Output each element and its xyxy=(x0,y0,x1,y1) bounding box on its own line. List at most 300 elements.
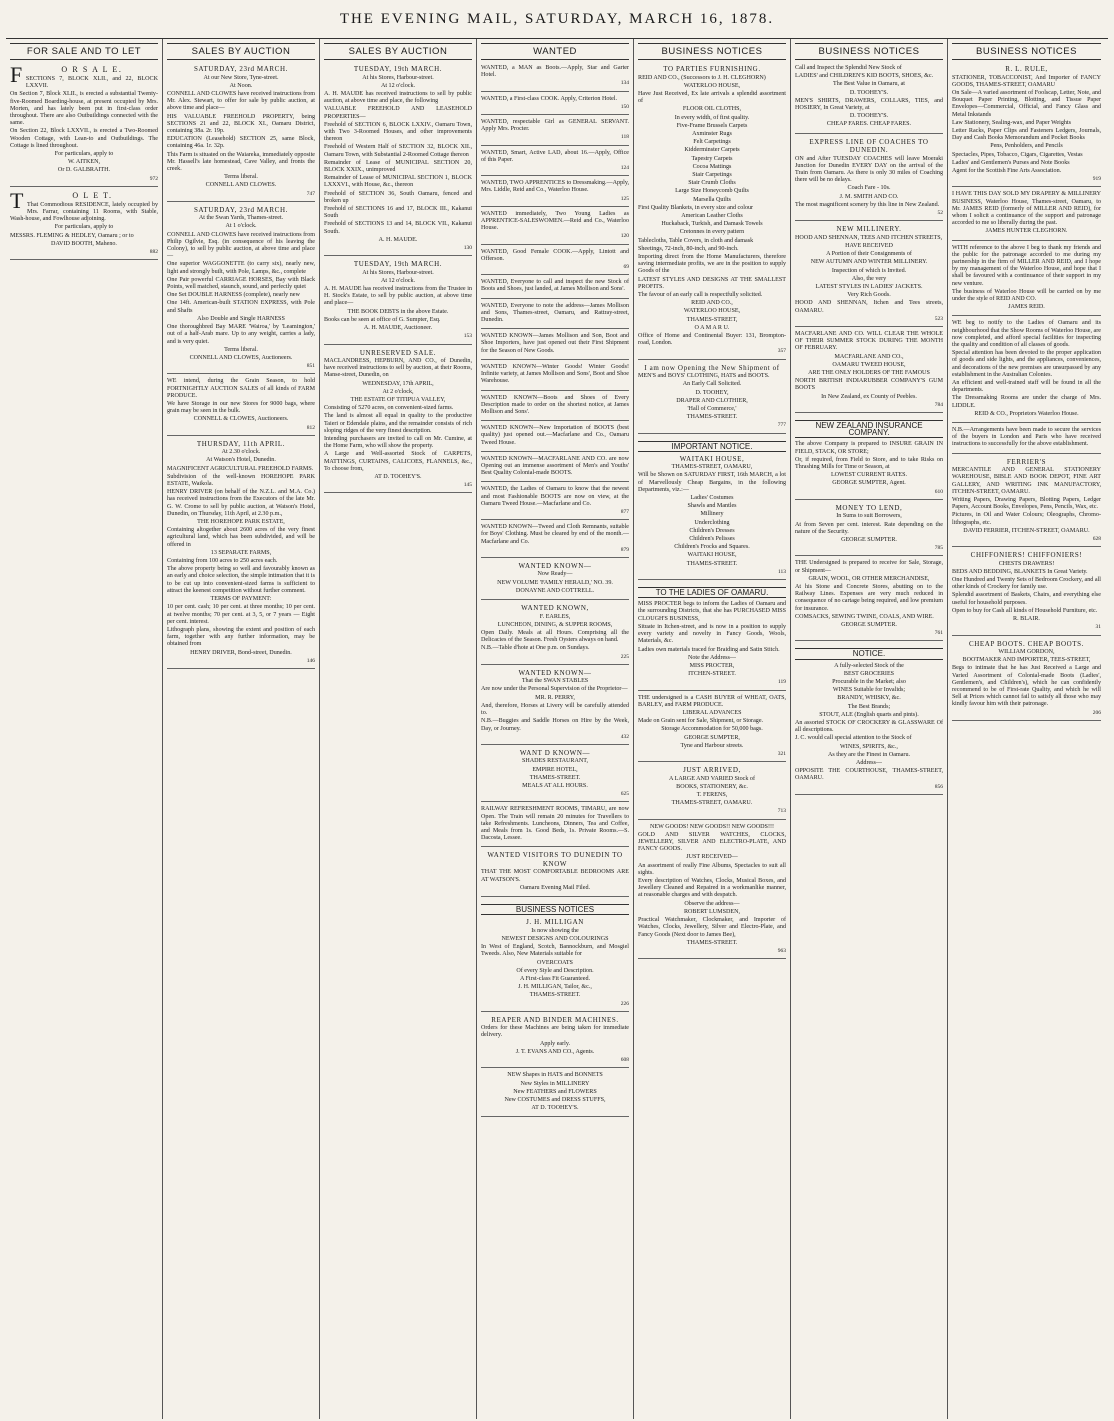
ad-text: WANTED, Everyone to note the address—James Mollison and Sons, Thames-street, Oamaru, and Rattray-street, Dunedin. xyxy=(481,302,629,324)
advertisement xyxy=(167,376,315,435)
ad-text: A. H. MAUDE has received instructions to sell by public auction, at above time and place, the following xyxy=(324,90,472,105)
advertisement xyxy=(952,456,1101,548)
column-heading: SALES BY AUCTION xyxy=(167,43,315,60)
advertisement xyxy=(795,136,943,222)
ad-text: MAGNIFICENT AGRICULTURAL FREEHOLD FARMS. xyxy=(167,465,314,472)
ad-text: Ladies' Costumes xyxy=(690,495,734,502)
ad-text: Writing Papers, Drawing Papers, Blotting Papers, Ledger Papers, Account Books, Envelopes, Pens, Pencils, Wax, etc. xyxy=(952,496,1101,511)
ad-text: 10 per cent. cash; 10 per cent. at three months; 10 per cent. at twelve months; 70 per cent. at 3, 5, or 7 years — Eight per cent. interest. xyxy=(167,604,315,625)
ad-text: Millinery xyxy=(700,511,724,518)
advertisement xyxy=(481,484,629,520)
ad-text: The Dressmaking Rooms are under the charge of Mrs. LIDDLE. xyxy=(952,395,1101,409)
ad-text: Begs to intimate that he has Just Received a Large and Varied Assortment of Colonial-made Boots (Ladies', Gentlemen's, and Children's), which he can confidently recommend to be of First-rate Quality, and which he will Sell at Prices which cannot fail to satisfy all those who may kindly favour him with their patronage. xyxy=(952,665,1101,708)
ad-text: Stair Crumb Cloths xyxy=(688,180,736,187)
ad-text: At from Seven per cent. interest. Rate depending on the nature of the Security. xyxy=(795,521,943,535)
advertisement xyxy=(638,822,786,959)
advertisement xyxy=(481,849,629,897)
section-subheading: NEW ZEALAND INSURANCE COMPANY. xyxy=(795,420,943,438)
ad-text: The Best Value in Oamaru, at xyxy=(833,81,905,88)
ad-text: Every description of Watches, Clocks, Musical Boxes, and Jewellery Cleaned and Repaired in a workmanlike manner, at reasonable charges and with despatch. xyxy=(638,878,786,899)
ad-text: TERMS OF PAYMENT: xyxy=(210,596,272,603)
ad-text: First Quality Blankets, in every size and colour xyxy=(638,204,754,211)
ad-text: A. H. MAUDE has received instructions from the Trustee in H. Stock's Estate, to sell by public auction, at above time and place— xyxy=(324,286,472,307)
ad-text: OVERCOATS xyxy=(537,959,573,966)
ad-text: CHESTS DRAWERS! xyxy=(998,560,1055,567)
ad-text: LOWEST CURRENT RATES. xyxy=(830,472,908,479)
column-5 xyxy=(634,39,791,1419)
ad-text: REID AND CO., (Successors to J. H. CLEGHORN) xyxy=(638,74,766,81)
ad-text: One superior WAGGONETTE (to carry six), nearly new, light and strongly built, with Pole, Lamps, &c., complete xyxy=(167,261,315,275)
ad-text: The land is almost all equal in quality to the productive Taieri or Edendale plains, and the remainder consists of rich sloping ridges of the very finest description. xyxy=(324,413,472,434)
ad-text: Law Stationery, Sealing-wax, and Paper Weights xyxy=(952,119,1071,126)
ad-text: AT D. TOOHEY'S. xyxy=(531,1105,579,1112)
ad-text: Shawls and Mantles xyxy=(687,503,737,510)
ad-text: WE intend, during the Grain Season, to hold FORTNIGHTLY AUCTION SALES of all kinds of FARM PRODUCE. xyxy=(167,378,315,399)
ad-text: Ladies' and Gentlemen's Purses and Note Books xyxy=(952,159,1070,166)
ad-text: WANTED KNOWN—James Mollison and Son, Boot and Shoe Importers, have just opened out their First Shipment for the Season of New Goods. xyxy=(481,333,629,354)
ad-text: J. T. EVANS AND CO., Agents. xyxy=(515,1048,595,1055)
ad-text: Are now under the Personal Supervision of the Proprietor— xyxy=(481,686,628,693)
ad-text: LATEST STYLES AND DESIGNS AT THE SMALLEST PROFITS. xyxy=(638,276,786,290)
ad-text: In every width, of first quality. xyxy=(674,114,750,121)
ad-text: THAT THE MOST COMFORTABLE BEDROOMS ARE AT WATSON'S. xyxy=(481,869,629,883)
ad-text: Children's Pelisses xyxy=(689,536,735,543)
ad-text: Books can be seen at office of G. Sumpter, Esq. xyxy=(324,316,441,323)
ad-text: In West of England, Scotch, Bannockburn, and Mosgiel Tweeds. Also, New Materials suitable for xyxy=(481,944,629,958)
ad-text: Letter Racks, Paper Clips and Fasteners Ledgers, Journals, Day and Cash Books Memorandum and Pocket Books xyxy=(952,127,1101,142)
ad-text: On Section 7, Block XLII., is erected a substantial Twenty-five-Roomed Boarding-house, at present occupied by Mrs. Morten, and has lately been put in first-class order throughout. There are also Outbuildings connected with the same. xyxy=(10,91,158,127)
advertisement xyxy=(952,549,1101,635)
ad-number: 777 xyxy=(777,422,786,429)
ad-text: I HAVE THIS DAY SOLD MY DRAPERY & MILLINERY BUSINESS, Waterloo House, Thames-street, Oamaru, to Mr. JAMES REID (formerly of MILLER AND REID), for whom I solicit a continuance of the support and patronage accorded to me so liberally during the past. xyxy=(952,191,1101,227)
ad-text: LADIES' and CHILDREN'S KID BOOTS, SHOES, &c. xyxy=(795,73,934,80)
ad-text: Observe the address— xyxy=(684,900,740,907)
ad-text: Ladies own materials traced for Braiding and Satin Stitch. xyxy=(638,646,780,653)
ad-text: NEW AUTUMN AND WINTER MILLINERY. xyxy=(810,259,928,266)
ad-text: RAILWAY REFRESHMENT ROOMS, TIMARU, are now Open. The Train will remain 20 minutes for Travellers to take Refreshments. Luncheons, Dinners, Tea and Coffee, and Meals from 1s. Good Beds, 1s. Private Rooms.—S. Dacosta, Lessee. xyxy=(481,806,629,842)
ad-text: Axminster Rugs xyxy=(692,130,732,137)
ad-number: 877 xyxy=(620,508,629,515)
ad-text: Now Ready— xyxy=(537,571,573,578)
ad-text: A Large and Well-assorted Stock of CARPETS, MATTINGS, CURTAINS, CALICOES, FLANNELS, &c., To choose from, xyxy=(324,451,472,472)
column-1 xyxy=(6,39,163,1419)
ad-text: WINES, SPIRITS, &c., xyxy=(840,743,898,750)
ad-text: MACFARLANE AND CO. WILL CLEAR THE WHOLE OF THEIR SUMMER STOCK DURING THE MONTH OF FEBRUARY. xyxy=(795,330,943,352)
ad-text: LUNCHEON, DINING, & SUPPER ROOMS, xyxy=(497,621,613,628)
ad-text: FLOOR OIL CLOTHS, xyxy=(682,106,742,113)
ad-text: N.B.—Table d'hote at One p.m. on Sundays. xyxy=(481,645,590,652)
ad-text: Terms liberal. xyxy=(224,174,258,181)
ad-text: N.B.—Buggies and Saddle Horses on Hire by the Week, Day, or Journey. xyxy=(481,718,629,732)
ad-text: ARE THE ONLY HOLDERS OF THE FAMOUS xyxy=(808,370,930,376)
advertisement xyxy=(481,362,629,391)
ad-text: WANTED, Good Female COOK.—Apply, Lintott and Offerson. xyxy=(481,248,629,262)
advertisement xyxy=(167,438,315,669)
ad-number: 146 xyxy=(306,657,315,664)
ad-text: Apply early. xyxy=(539,1040,571,1047)
ad-number: 124 xyxy=(620,165,629,172)
ad-text: GEORGE SUMPTER, xyxy=(684,734,740,741)
ad-text: That Commodious RESIDENCE, lately occupied by Mrs. Farrar, containing 11 Rooms, with Stable, Wash-house, and Fowlhouse adjoining. xyxy=(10,201,158,223)
ad-text: WANTED, a MAN as Boots.—Apply, Star and Garter Hotel. xyxy=(481,65,629,79)
advertisement xyxy=(481,667,629,745)
ad-text: A fully-selected Stock of the xyxy=(834,662,904,669)
ad-text: WEDNESDAY, 17th APRIL, xyxy=(362,380,434,387)
ad-text: THE undersigned is a CASH BUYER of WHEAT, OATS, BARLEY, and FARM PRODUCE. xyxy=(638,694,786,708)
ad-text: The above Company is prepared to INSURE GRAIN IN FIELD, STACK, OR STORE; xyxy=(795,441,943,455)
advertisement xyxy=(638,63,786,360)
ad-text: Very Rich Goods. xyxy=(847,292,891,299)
ad-text: American Leather Cloths xyxy=(681,212,743,219)
ad-text: WAITAKI HOUSE, xyxy=(687,552,737,559)
ad-number: 882 xyxy=(149,249,158,256)
ad-text: Remainder of Lease of MUNICIPAL SECTION 20, BLOCK XXIX., unimproved xyxy=(324,159,472,173)
advertisement xyxy=(481,148,629,177)
ad-text: HIS VALUABLE FREEHOLD PROPERTY, being SECTIONS 21 and 22, BLOCK XI., Oamaru District, containing 38a. 2r. 19p. xyxy=(167,113,315,134)
ad-text: Freehold of Western Half of SECTION 32, BLOCK XII., Oamaru Town, with Substantial 2-Roomed Cottage thereon xyxy=(324,144,472,158)
ad-text: One 14ft. American-built STATION EXPRESS, with Pole and Shafts xyxy=(167,300,315,314)
ad-headline-text: O R S A L E. xyxy=(61,65,123,74)
ad-text: A First-class Fit Guaranteed. xyxy=(519,975,591,982)
ad-text: STOUT, ALE (English quarts and pints). xyxy=(819,711,919,718)
ad-text: LIBERAL ADVANCES xyxy=(682,709,742,716)
ad-text: DAVID FERRIER, ITCHEN-STREET, OAMARU. xyxy=(963,527,1090,534)
ad-number: 69 xyxy=(623,264,629,271)
ad-text: LATEST STYLES IN LADIES' JACKETS. xyxy=(815,283,923,290)
columns-container xyxy=(6,39,1108,1419)
ad-text: WANTED KNOWN—New Importation of BOOTS (best quality) just opened out.—Macfarlane and Co., Oamaru Tweed House. xyxy=(481,425,629,446)
advertisement xyxy=(167,204,315,375)
ad-number: 761 xyxy=(934,630,943,637)
ad-text: SECTIONS 7, BLOCK XLII., and 22, BLOCK LXXVII. xyxy=(25,76,158,90)
ad-headline: SATURDAY, 23rd MARCH. xyxy=(194,65,288,73)
ad-text: Remainder of Lease of MUNICIPAL SECTION 1, BLOCK LXXXVI., with House, &c., thereon xyxy=(324,175,472,189)
ad-text: WATERLOO HOUSE, xyxy=(683,308,741,315)
ad-text: J. H. MILLIGAN, Tailor, &c., xyxy=(518,984,592,991)
ad-headline: R. L. RULE, xyxy=(1005,65,1048,73)
ad-text: Storage Accommodation for 50,000 bags. xyxy=(661,726,763,733)
ad-text: Is now showing the xyxy=(531,927,579,934)
ad-text: At Watson's Hotel, Dunedin. xyxy=(206,457,276,464)
ad-text: HOOD AND SHENNAN, TEES AND ITCHEN STREETS, xyxy=(795,234,943,241)
ad-text: BOOKS, STATIONERY, &c. xyxy=(676,783,748,790)
ad-number: 31 xyxy=(1095,624,1101,631)
ad-text: Stair Carpetings xyxy=(692,171,732,178)
ad-number: 812 xyxy=(306,424,315,431)
ad-text: CONNELL AND CLOWES, Auctioneers. xyxy=(189,354,293,361)
ad-text: Pictures, in Oil and Water Colours; Oleographs, Chromo-lithographs, etc. xyxy=(952,512,1101,526)
ad-text: The most magnificent scenery by this line in New Zealand. xyxy=(795,201,940,208)
ad-text: We have Storage in our new Stores for 9000 bags, where grain may be seen in the bulk. xyxy=(167,400,315,415)
ad-text: W. AITKEN, xyxy=(67,159,101,166)
ad-text: As they are the Finest in Oamaru. xyxy=(827,751,911,758)
ad-text: Special attention has been devoted to the proper application of goods and side lights, and the appliances, conveniences, and decorations of the new premises are unsurpassed by any establishment in the Australian Colonies. xyxy=(952,350,1101,378)
ad-text: DRAPER AND CLOTHIER, xyxy=(676,397,748,404)
ad-text: Practical Watchmaker, Clockmaker, and Importer of Watches, Clocks, Jewellery, Silver and Electro-Plate, and Fancy Goods (Next door to James Bee), xyxy=(638,917,786,938)
ad-text: In New Zealand, ex County of Peebles. xyxy=(821,393,917,400)
ad-number: 972 xyxy=(149,175,158,182)
ad-text: Orders for these Machines are being taken for immediate delivery. xyxy=(481,1025,629,1039)
masthead: THE EVENING MAIL, SATURDAY, MARCH 16, 1878. xyxy=(6,0,1108,39)
ad-number: 432 xyxy=(620,733,629,740)
ad-text: THAMES-STREET. xyxy=(529,992,581,999)
ad-text: THAMES-STREET. xyxy=(686,414,738,421)
ad-text: At 12 o'clock. xyxy=(380,277,416,284)
ad-text: A. H. MAUDE. xyxy=(378,236,418,243)
ad-number: 145 xyxy=(463,482,472,489)
ad-text: MR. R. PERRY, xyxy=(535,694,575,701)
ad-text: WANTED, Smart, Active LAD, about 16.—Apply, Office of this Paper. xyxy=(481,149,629,163)
ad-text: MERCANTILE AND GENERAL STATIONERY WAREHOUSE, BIBLE AND BOOK DEPOT, FINE ART GALLERY, AND WRITING INK MANUFACTORY, ITCHEN-STREET, OAMARU. xyxy=(952,467,1101,495)
ad-text: NORTH BRITISH INDIARUBBER COMPANY'S GUM BOOTS xyxy=(795,378,943,392)
advertisement xyxy=(481,522,629,558)
ad-text: Containing altogether about 2600 acres of the very finest agricultural land, which has been subdivided, and will be offered in xyxy=(167,527,315,548)
ad-number: 153 xyxy=(463,333,472,340)
ad-text: Marsella Quilts xyxy=(693,196,731,203)
ad-headline: FERRIER'S xyxy=(1006,457,1047,466)
advertisement xyxy=(952,318,1101,423)
ad-text: Intending purchasers are invited to call on Mr. Cumine, at the Home Farm, who will show the property. xyxy=(324,436,472,450)
ad-number: 851 xyxy=(306,363,315,370)
ad-text: THAMES-STREET. xyxy=(529,774,581,781)
ad-text: Tyne and Harbour streets. xyxy=(680,742,744,749)
ad-headline: THURSDAY, 11th APRIL. xyxy=(196,439,286,448)
ad-text: SHADES RESTAURANT, xyxy=(521,758,589,765)
ad-text: WE beg to notify to the Ladies of Oamaru and its neighbourhood that the Show Rooms of Waterloo House, are now completed, and afford special facilities for inspecting the quality and condition of all classes of goods. xyxy=(952,320,1101,348)
section-subheading: NOTICE. xyxy=(795,648,943,659)
ad-text: On Sale—A varied assortment of Foolscap, Letter, Note, and Bouquet Paper Printing, Blotting, and Tissue Paper Envelopes—Commercial, Official, and Fancy Glass and Metal Inkstands xyxy=(952,89,1101,118)
ad-number: 226 xyxy=(620,1000,629,1007)
ad-text: THE HOREHOPE PARK ESTATE, xyxy=(197,519,285,526)
ad-text: At 2 o'clock, xyxy=(382,388,414,395)
ad-text: MACLANDRESS, HEPBURN, AND CO., of Dunedin, have received instructions to sell by auction, at their Rooms, Manse-street, Dunedin, on xyxy=(324,358,472,379)
ad-text: Open Daily. Meals at all Hours. Comprising all the Delicacies of the Season. Fresh Oysters always on hand. xyxy=(481,629,629,644)
ad-text: An assorted STOCK OF CROCKERY & GLASSWARE Of all descriptions. xyxy=(795,720,943,734)
ad-text: WANTED, the Ladies of Oamaru to know that the newest and most Fashionable BOOTS are now on view, at the Oamaru Tweed House.—Macfarlane and Co. xyxy=(481,486,629,507)
ad-text: Inspection of which is Invited. xyxy=(831,267,907,274)
advertisement xyxy=(795,415,943,500)
ad-text: WANTED KNOWN—MACFARLANE AND CO. are now Opening out an immense assortment of Men's and Youths' Best Quality Colonial-made BOOTS. xyxy=(481,455,629,477)
ad-text: GEORGE SUMPTER. xyxy=(841,621,897,628)
ad-number: 120 xyxy=(620,233,629,240)
ad-text: Will be Shown on SATURDAY FIRST, 16th MARCH, a lot of Marvellously Cheap Bargains, in the following Departments, viz.:— xyxy=(638,472,786,493)
advertisement xyxy=(952,63,1101,187)
ad-text: Also Double and Single HARNESS xyxy=(197,315,285,322)
ad-text: Importing direct from the Home Manufacturers, therefore saving intermediate profits, we are in the position to supply Goods of the xyxy=(638,253,786,275)
advertisement xyxy=(795,329,943,413)
ad-text: JAMES REID. xyxy=(1008,304,1045,311)
ad-headline: MONEY TO LEND, xyxy=(835,503,903,512)
advertisement xyxy=(952,638,1101,721)
advertisement xyxy=(481,94,629,115)
ad-headline: UNRESERVED SALE. xyxy=(359,348,437,357)
ad-text: Subdivision of the well-known HOREHOPE PARK ESTATE, Waikola. xyxy=(167,473,315,488)
ad-number: 879 xyxy=(620,546,629,553)
ad-text: EDUCATION (Leasehold) SECTION 25, same Block, containing 46a. 1r. 32p. xyxy=(167,136,315,150)
advertisement xyxy=(481,117,629,146)
ad-number: 713 xyxy=(777,808,786,815)
ad-text: Have Just Received, Ex late arrivals a splendid assortment of xyxy=(638,90,786,105)
advertisement xyxy=(481,393,629,422)
ad-text: Five-Frame Brussels Carpets xyxy=(676,122,748,129)
ad-text: Children's Frocks and Squares. xyxy=(674,544,750,551)
ad-text: CHEAP FARES. CHEAP FARES. xyxy=(826,121,912,128)
ad-text: Open to buy for Cash all kinds of Household Furniture, etc. xyxy=(952,607,1098,614)
ad-text: At Noon. xyxy=(229,82,253,89)
ad-text: OAMARU TWEED HOUSE, xyxy=(832,361,906,368)
ad-text: Agent for the Scottish Fine Arts Association. xyxy=(952,167,1062,174)
ad-text: At our New Store, Tyne-street. xyxy=(203,74,279,81)
advertisement xyxy=(638,764,786,820)
ad-text: Felt Carpetings xyxy=(693,139,731,146)
advertisement xyxy=(10,63,158,187)
advertisement xyxy=(638,693,786,763)
column-3 xyxy=(320,39,477,1419)
ad-text: The favour of an early call is respectfully solicited. xyxy=(638,291,763,298)
ad-text: On Section 22, Block LXXVII., is erected a Two-Roomed Wooden Cottage, with Lean-to and Outbuildings. The Cottage is lined throughout. xyxy=(10,128,158,149)
ad-text: At his Stores, Harbour-street. xyxy=(362,269,434,276)
ad-number: 206 xyxy=(1092,709,1101,716)
ad-text: GOLD AND SILVER WATCHES, CLOCKS, JEWELLERY, SILVER AND ELECTRO-PLATE, AND FANCY GOODS. xyxy=(638,831,786,853)
ad-number: 357 xyxy=(777,348,786,355)
ad-text: WANTED KNOWN—Tweed and Cloth Remnants, suitable for Boys' Clothing. Must be cleared by end of the month.—Macfarlane and Co. xyxy=(481,524,629,545)
ad-text: The Best Brands; xyxy=(847,703,891,710)
advertisement xyxy=(638,436,786,581)
advertisement xyxy=(795,223,943,327)
advertisement xyxy=(795,502,943,557)
ad-text: For particulars, apply to xyxy=(54,151,114,158)
advertisement xyxy=(795,63,943,134)
advertisement xyxy=(481,209,629,245)
section-subheading: IMPORTANT NOTICE. xyxy=(638,441,786,452)
advertisement xyxy=(324,63,472,256)
ad-number: 523 xyxy=(934,315,943,322)
ad-text: Freehold of SECTIONS 16 and 17, BLOCK III., Kakanui South xyxy=(324,205,472,220)
ad-text: A. H. MAUDE, Auctioneer. xyxy=(363,325,433,332)
ad-headline: TO PARTIES FURNISHING. xyxy=(663,65,761,73)
ad-text: Address— xyxy=(855,760,883,767)
advertisement xyxy=(481,804,629,847)
column-heading: SALES BY AUCTION xyxy=(324,43,472,60)
ad-text: J. C. would call special attention to the Stock of xyxy=(795,735,912,742)
ad-number: 625 xyxy=(620,791,629,798)
ad-headline: TUESDAY, 19th MARCH. xyxy=(353,260,443,269)
ad-text: Cretonnes in every pattern xyxy=(679,229,745,236)
ad-text: CONNELL AND CLOWES. xyxy=(205,182,277,189)
ad-text: Splendid assortment of Baskets, Chairs, and everything else useful for household purposes. xyxy=(952,592,1101,606)
advertisement xyxy=(481,331,629,360)
ad-text: Or, if required, from Field to Store, and to take Risks on Thrashing Mills for Time or Season, at xyxy=(795,456,943,471)
ad-text: Cocoa Mattings xyxy=(692,163,732,170)
ad-text: At the Swan Yards, Thames-street. xyxy=(198,215,284,222)
ad-text: Spectacles, Pipes, Tobacco, Cigars, Cigarettes, Vestas xyxy=(952,151,1083,158)
ad-text: JUST RECEIVED— xyxy=(686,854,738,861)
advertisement xyxy=(638,582,786,690)
advertisement xyxy=(324,347,472,494)
ad-number: 610 xyxy=(934,488,943,495)
ad-text: Large Size Honeycomb Quilts xyxy=(675,188,749,195)
ad-text: An Early Call Solicited. xyxy=(682,381,742,388)
ad-text: The above property being so well and favourably known as an early and choice selection, the simple intimation that it is to be cut up into convenient-sized farms is sufficient to attract the keenest competition without further comment. xyxy=(167,566,315,594)
ad-text: Freehold of SECTION 6, BLOCK LXXIV., Oamaru Town, with Two 3-Roomed Houses, and other improvements thereon xyxy=(324,121,472,143)
advertisement xyxy=(481,247,629,276)
advertisement xyxy=(324,258,472,344)
advertisement xyxy=(481,899,629,1012)
drop-cap-letter: T xyxy=(10,187,26,213)
ad-text: D. TOOHEY'S. xyxy=(849,89,889,96)
ad-headline: CHEAP BOOTS. CHEAP BOOTS. xyxy=(968,639,1085,648)
advertisement xyxy=(481,423,629,452)
ad-number: 963 xyxy=(777,947,786,954)
ad-number: 919 xyxy=(1092,176,1101,183)
ad-number: 130 xyxy=(463,244,472,251)
ad-text: THAMES-STREET, OAMARU. xyxy=(671,800,753,807)
ad-text: THE ESTATE OF TITIPUA VALLEY, xyxy=(350,397,446,404)
ad-number: 225 xyxy=(620,653,629,660)
ad-text: MISS PROCTER begs to inform the Ladies of Oamaru and the surrounding Districts, that she has PURCHASED MISS CLOUGH'S BUSINESS, xyxy=(638,601,786,622)
ad-text: At 1 o'clock. xyxy=(225,223,257,230)
section-subheading: BUSINESS NOTICES xyxy=(481,904,629,915)
ad-text: Coach Fare - 10s. xyxy=(847,185,891,192)
ad-text: THAMES-STREET, xyxy=(686,316,738,323)
ad-headline: WANTED KNOWN— xyxy=(518,668,592,677)
advertisement xyxy=(481,1014,629,1069)
advertisement xyxy=(952,243,1101,317)
ad-text: NEWEST DESIGNS AND COLOURINGS xyxy=(501,935,609,942)
ad-text: 'Hall of Commerce,' xyxy=(687,405,737,412)
ad-text: HOOD AND SHENNAN, Itchen and Tees streets, OAMARU. xyxy=(795,300,943,314)
ad-text: Situate in Itchen-street, and is now in a position to supply every variety and novelty in Fancy Goods, Wools, Materials, &c. xyxy=(638,623,786,645)
ad-text: Consisting of 5270 acres, on convenient-sized farms. xyxy=(324,405,454,412)
ad-text: THAMES-STREET. xyxy=(686,560,738,567)
ad-text: WINES Suitable for Invalids; xyxy=(832,687,906,694)
ad-text: VALUABLE FREEHOLD AND LEASEHOLD PROPERTIES— xyxy=(324,106,472,120)
ad-text: WANTED, respectable Girl as GENERAL SERVANT. Apply Mrs. Procter. xyxy=(481,119,629,133)
ad-number: 608 xyxy=(620,1057,629,1064)
ad-text: Children's Dresses xyxy=(689,527,735,534)
ad-text: New COSTUMES and DRESS STUFFS, xyxy=(504,1096,606,1103)
ad-text: At 2.30 o'clock. xyxy=(221,449,261,456)
ad-text: One thoroughbred Bay MARE 'Wairoa,' by 'Leamington,' out of a half-Arab mare. Up to any weight, carries a lady, and is very quiet. xyxy=(167,324,315,345)
ad-text: MEALS AT ALL HOURS. xyxy=(522,783,588,790)
ad-text: MISS PROCTER, xyxy=(689,662,735,669)
ad-text: Lithograph plans, showing the extent and position of each farm, together with any further information, may be obtained from xyxy=(167,626,315,648)
advertisement xyxy=(481,1070,629,1117)
section-subheading: TO THE LADIES OF OAMARU. xyxy=(638,587,786,598)
column-2 xyxy=(163,39,320,1419)
ad-text: Terms liberal. xyxy=(224,346,258,353)
advertisement xyxy=(481,277,629,298)
ad-headline: JUST ARRIVED, xyxy=(683,766,741,775)
ad-text: Containing from 100 acres to 250 acres each. xyxy=(167,558,278,565)
ad-text: J. M. SMITH AND CO. xyxy=(839,193,899,200)
advertisement xyxy=(481,747,629,803)
ad-text: In Sums to suit Borrowers, xyxy=(836,513,902,520)
column-heading: BUSINESS NOTICES xyxy=(638,43,786,60)
ad-text: ON and After TUESDAY COACHES will leave Moeraki Junction for Dunedin EVERY DAY on the arrival of the Train from Oamaru. As there is only 30 miles of Coaching there will be no delays. xyxy=(795,155,943,184)
ad-text: STATIONER, TOBACCONIST, And Importer of FANCY GOODS, THAMES-STREET, OAMARU xyxy=(952,74,1101,88)
advertisement xyxy=(481,602,629,665)
ad-text: Note the Address— xyxy=(687,654,737,661)
column-4 xyxy=(477,39,634,1419)
ad-text: DONAYNE AND COTTRELL. xyxy=(515,587,595,594)
ad-text: EMPIRE HOTEL, xyxy=(532,766,578,773)
advertisement xyxy=(795,558,943,641)
ad-headline: TUESDAY, 19th MARCH. xyxy=(353,65,443,73)
ad-number: 784 xyxy=(934,401,943,408)
ad-text: Underclothing xyxy=(694,519,730,526)
ad-text: WATERLOO HOUSE, xyxy=(683,82,741,89)
